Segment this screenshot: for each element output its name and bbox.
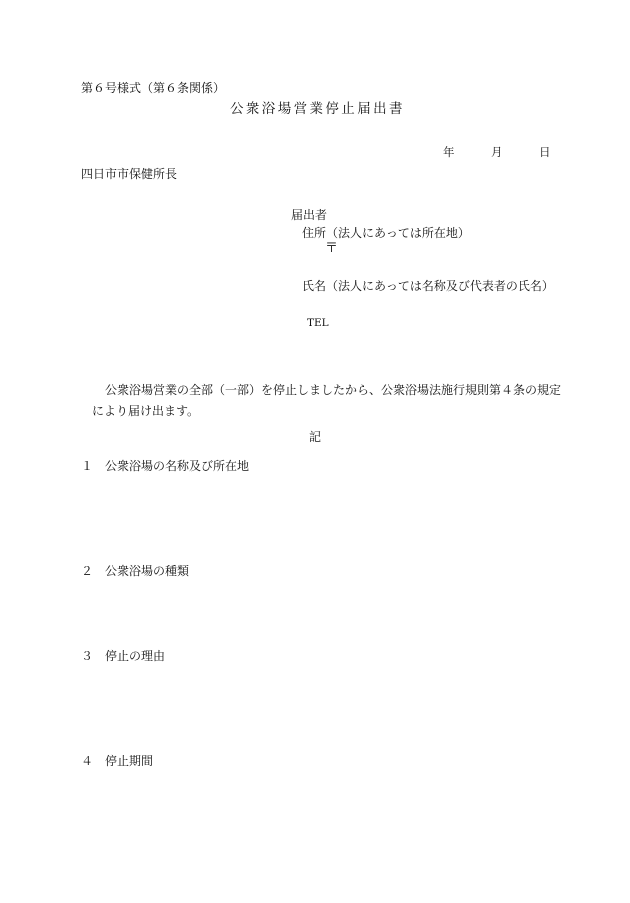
date-month-label: 月 bbox=[491, 145, 503, 159]
postal-mark: 〒 bbox=[325, 241, 339, 256]
addressee: 四日市市保健所長 bbox=[81, 167, 178, 181]
ki-heading: 記 bbox=[309, 430, 322, 444]
date-day-label: 日 bbox=[539, 145, 551, 159]
item-label-reason: 停止の理由 bbox=[105, 649, 166, 663]
item-number: ３ bbox=[81, 649, 94, 663]
applicant-name-label: 氏名（法人にあっては名称及び代表者の氏名） bbox=[302, 279, 554, 293]
item-label-facility-type: 公衆浴場の種類 bbox=[105, 564, 190, 578]
item-number: ２ bbox=[81, 564, 94, 578]
item-label-period: 停止期間 bbox=[105, 754, 154, 768]
applicant-tel-label: TEL bbox=[307, 317, 329, 329]
item-number: ４ bbox=[81, 754, 94, 768]
applicant-heading: 届出者 bbox=[291, 208, 328, 222]
item-label-facility-name: 公衆浴場の名称及び所在地 bbox=[105, 459, 250, 473]
body-line-1: 公衆浴場営業の全部（一部）を停止しましたから、公衆浴場法施行規則第４条の規定 bbox=[105, 383, 562, 397]
applicant-address-label: 住所（法人にあっては所在地） bbox=[302, 226, 470, 240]
form-title: 公衆浴場営業停止届出書 bbox=[230, 101, 405, 117]
item-number: １ bbox=[81, 459, 94, 473]
body-line-2: により届け出ます。 bbox=[92, 404, 200, 418]
date-year-label: 年 bbox=[443, 145, 455, 159]
form-number: 第６号様式（第６条関係） bbox=[81, 81, 226, 95]
